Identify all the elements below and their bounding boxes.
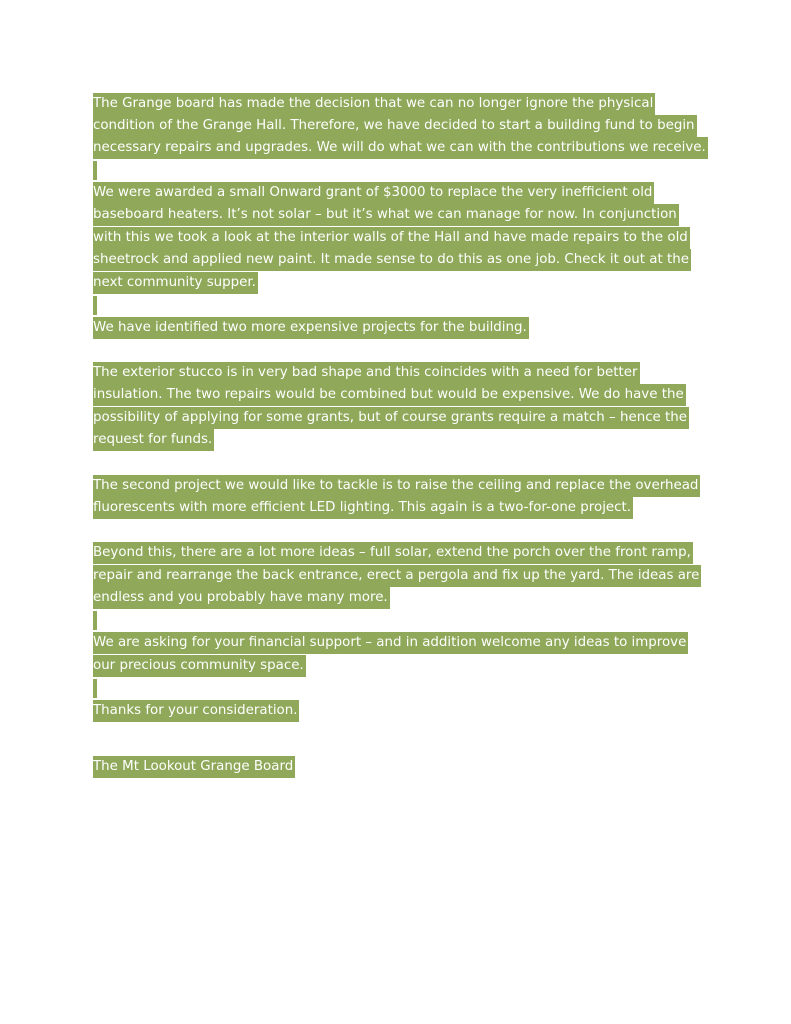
paragraph-1-line-3: necessary repairs and upgrades. We will do what we can with the contributions we receive.: [93, 137, 708, 159]
paragraph-7-line-2: our precious community space.: [93, 655, 306, 677]
paragraph-2-line-5: next community supper.: [93, 272, 258, 294]
paragraph-5-line-1: The second project we would like to tackle is to raise the ceiling and replace the overhead: [93, 475, 700, 497]
paragraph-6-line-2: repair and rearrange the back entrance, erect a pergola and fix up the yard. The ideas are: [93, 565, 701, 587]
paragraph-4-line-4: request for funds.: [93, 429, 214, 451]
paragraph-5-line-2: fluorescents with more efficient LED lighting. This again is a two-for-one project.: [93, 497, 633, 519]
empty-line-marker: [93, 161, 97, 180]
empty-line-marker: [93, 611, 97, 630]
paragraph-2-line-2: baseboard heaters. It’s not solar – but it’s what we can manage for now. In conjunction: [93, 204, 679, 226]
paragraph-7-line-1: We are asking for your financial support – and in addition welcome any ideas to improve: [93, 632, 688, 654]
paragraph-4-line-1: The exterior stucco is in very bad shape and this coincides with a need for better: [93, 362, 640, 384]
paragraph-8-line-1: Thanks for your consideration.: [93, 700, 299, 722]
paragraph-4-line-3: possibility of applying for some grants, but of course grants require a match – hence the: [93, 407, 689, 429]
paragraph-2-line-3: with this we took a look at the interior walls of the Hall and have made repairs to the old: [93, 227, 690, 249]
signature-line: The Mt Lookout Grange Board: [93, 756, 295, 778]
paragraph-6-line-1: Beyond this, there are a lot more ideas – full solar, extend the porch over the front ramp,: [93, 542, 693, 564]
empty-line-marker: [93, 679, 97, 698]
paragraph-1-line-1: The Grange board has made the decision that we can no longer ignore the physical: [93, 93, 655, 115]
paragraph-3-line-1: We have identified two more expensive projects for the building.: [93, 317, 529, 339]
paragraph-2-line-1: We were awarded a small Onward grant of $3000 to replace the very inefficient old: [93, 182, 654, 204]
empty-line-marker: [93, 296, 97, 315]
paragraph-2-line-4: sheetrock and applied new paint. It made sense to do this as one job. Check it out at the: [93, 249, 691, 271]
paragraph-4-line-2: insulation. The two repairs would be combined but would be expensive. We do have the: [93, 384, 686, 406]
paragraph-1-line-2: condition of the Grange Hall. Therefore, we have decided to start a building fund to begin: [93, 115, 697, 137]
paragraph-6-line-3: endless and you probably have many more.: [93, 587, 390, 609]
